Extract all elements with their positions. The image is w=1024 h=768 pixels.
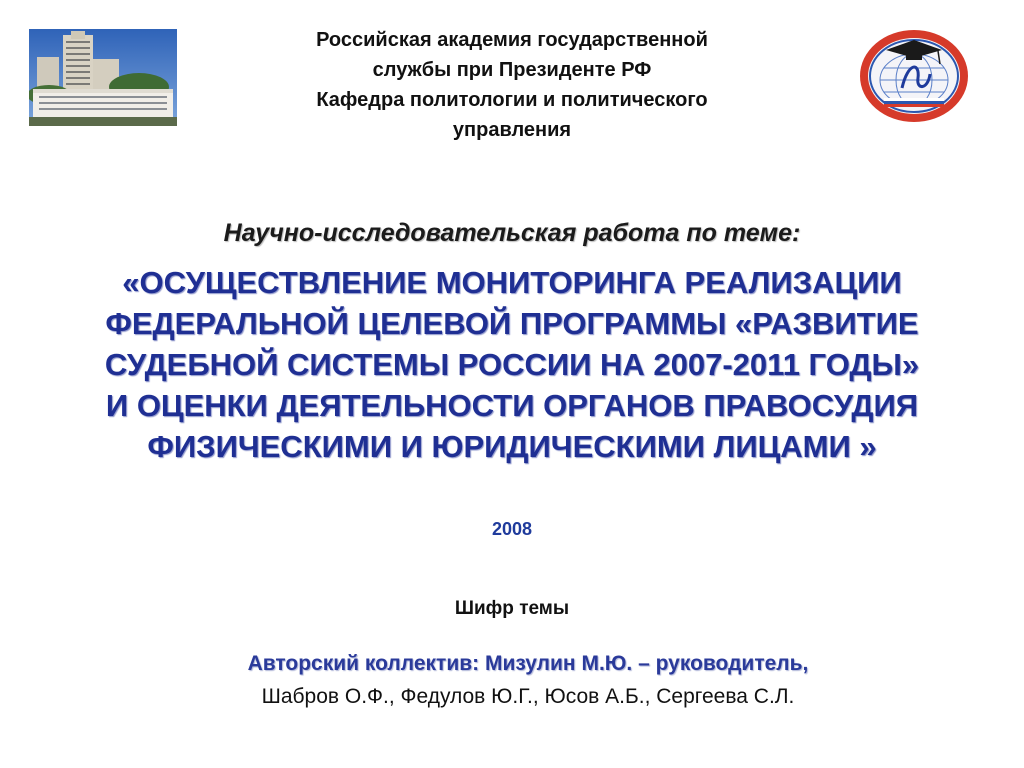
title-line: «ОСУЩЕСТВЛЕНИЕ МОНИТОРИНГА РЕАЛИЗАЦИИ [122, 265, 902, 300]
header-line: службы при Президенте РФ [372, 59, 652, 81]
institution-header [200, 25, 824, 145]
work-subtitle: Научно-исследовательская работа по теме: [223, 219, 801, 247]
authors-lead: Авторский коллектив: Мизулин М.Ю. – руководитель, [247, 652, 809, 675]
header-line: Российская академия государственной [316, 29, 708, 51]
academy-emblem-logo [858, 28, 970, 124]
topic-cipher-label: Шифр темы [454, 598, 570, 619]
header-line: Кафедра политологии и политического [316, 89, 708, 111]
main-title [0, 262, 1024, 467]
year-label: 2008 [491, 519, 533, 539]
title-line: СУДЕБНОЙ СИСТЕМЫ РОССИИ НА 2007-2011 ГОДЫ» [104, 347, 920, 382]
title-line: И ОЦЕНКИ ДЕЯТЕЛЬНОСТИ ОРГАНОВ ПРАВОСУДИЯ [105, 388, 919, 423]
title-line: ФЕДЕРАЛЬНОЙ ЦЕЛЕВОЙ ПРОГРАММЫ «РАЗВИТИЕ [105, 306, 919, 341]
building-photo [29, 29, 177, 126]
title-line: ФИЗИЧЕСКИМИ И ЮРИДИЧЕСКИМИ ЛИЦАМИ » [147, 429, 877, 464]
header-line: управления [452, 119, 572, 141]
authors-list: Шабров О.Ф., Федулов Ю.Г., Юсов А.Б., Сергеева С.Л. [261, 685, 795, 708]
